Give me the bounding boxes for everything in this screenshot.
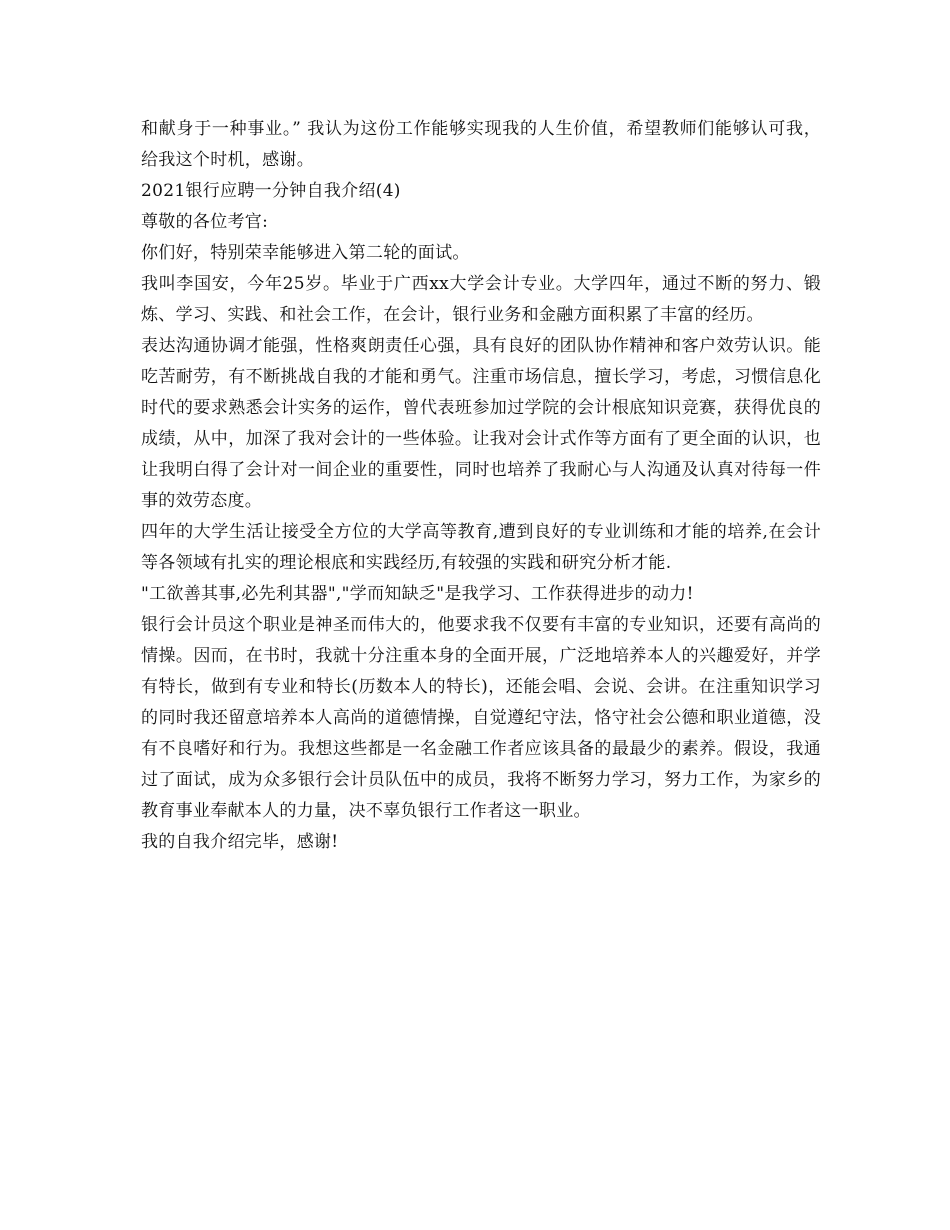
- greeting: 你们好，特别荣幸能够进入第二轮的面试。: [141, 243, 470, 263]
- salutation: 尊敬的各位考官:: [141, 212, 269, 232]
- paragraph-education: 四年的大学生活让接受全方位的大学高等教育,遭到良好的专业训练和才能的培养,在会计等各领域有扎实的理论根底和实践经历,有较强的实践和研究分析才能.: [141, 522, 821, 573]
- paragraph-closing-previous: 和献身于一种事业。” 我认为这份工作能够实现我的人生价值，希望教师们能够认可我，给我这个时机，感谢。: [141, 119, 821, 170]
- paragraph-abilities: 表达沟通协调才能强，性格爽朗责任心强，具有良好的团队协作精神和客户效劳认识。能吃苦耐劳，有不断挑战自我的才能和勇气。注重市场信息，擅长学习，考虑，习惯信息化时代的要求熟悉会计实务的运作，曾代表班参加过学院的会计根底知识竞赛，获得优良的成绩，从中，加深了我对会计的一些体验。让我对会计式作等方面有了更全面的认识，也让我明白得了会计对一间企业的重要性，同时也培养了我耐心与人沟通及认真对待每一件事的效劳态度。: [141, 336, 821, 511]
- paragraph-closing: 我的自我介绍完毕，感谢!: [141, 832, 339, 852]
- paragraph-motto: "工欲善其事,必先利其器","学而知缺乏"是我学习、工作获得进步的动力!: [141, 584, 694, 604]
- paragraph-self-intro: 我叫李国安，今年25岁。毕业于广西xx大学会计专业。大学四年，通过不断的努力、锻炼、学习、实践、和社会工作，在会计，银行业务和金融方面积累了丰富的经历。: [141, 274, 821, 325]
- section-heading: 2021银行应聘一分钟自我介绍(4): [141, 181, 401, 201]
- paragraph-career-goals: 银行会计员这个职业是神圣而伟大的，他要求我不仅要有丰富的专业知识，还要有高尚的情操。因而，在书时，我就十分注重本身的全面开展，广泛地培养本人的兴趣爱好，并学有特长，做到有专业和特长(历数本人的特长)，还能会唱、会说、会讲。在注重知识学习的同时我还留意培养本人高尚的道德情操，自觉遵纪守法，恪守社会公德和职业道德，没有不良嗜好和行为。我想这些都是一名金融工作者应该具备的最最少的素养。假设，我通过了面试，成为众多银行会计员队伍中的成员，我将不断努力学习，努力工作，为家乡的教育事业奉献本人的力量，决不辜负银行工作者这一职业。: [141, 615, 821, 821]
- document-body: [141, 114, 821, 858]
